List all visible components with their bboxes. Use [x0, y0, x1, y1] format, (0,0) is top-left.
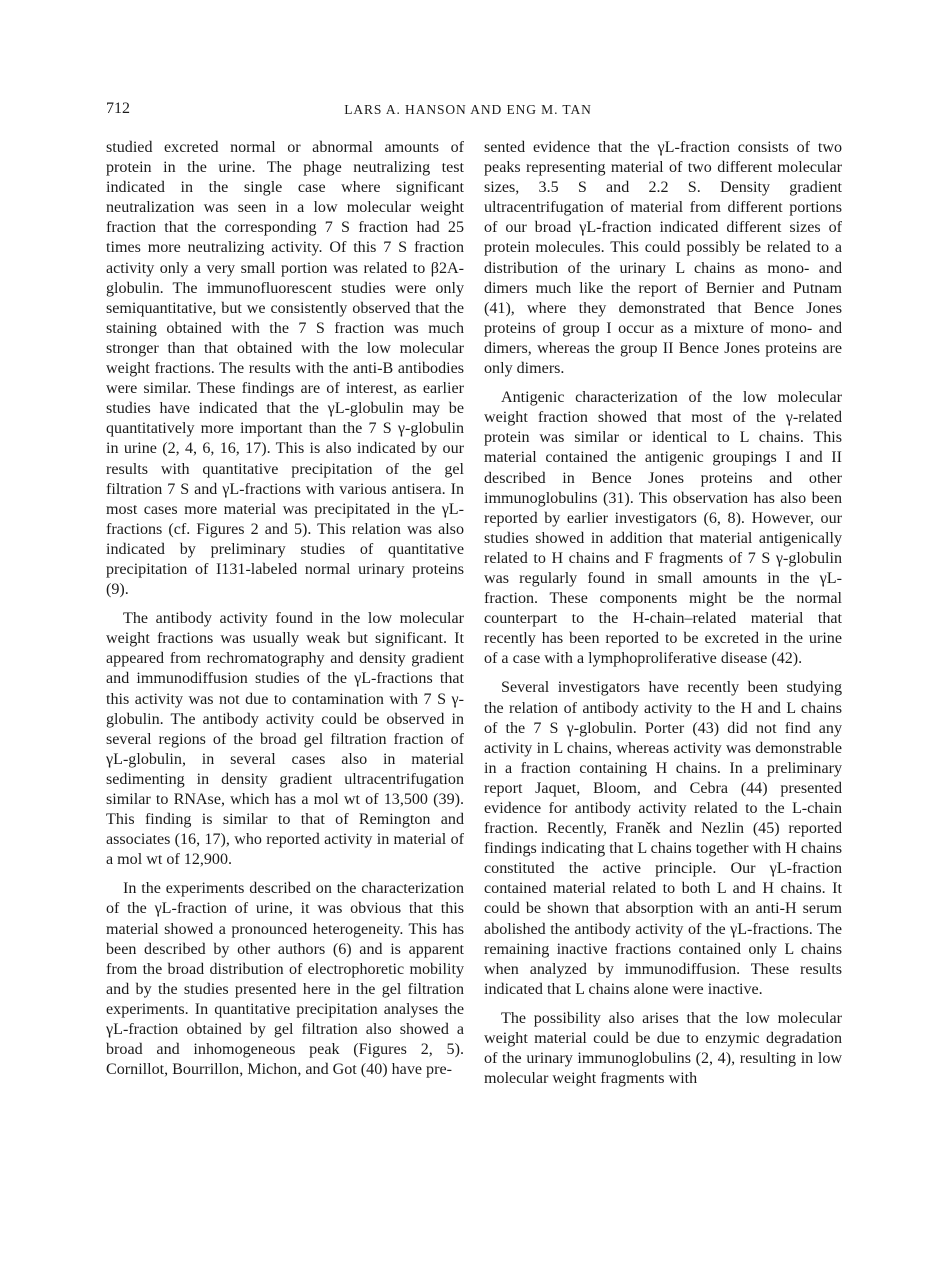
- running-title: LARS A. HANSON AND ENG M. TAN: [344, 102, 592, 117]
- page-number: 712: [106, 100, 130, 117]
- left-paragraph-3: In the experiments described on the characterization of the γL-fraction of urine, it was obvious that this material showed a pronounced heterogeneity. This has been described by other authors (6) and is apparent from the broad distribution of electrophoretic mobility and by the studies presented here in the gel filtration experiments. In quantitative precipitation analyses the γL-fraction obtained by gel filtration also showed a broad and inhomogeneous peak (Figures 2, 5). Cornillot, Bourrillon, Michon, and Got (40) have pre-: [106, 880, 464, 1079]
- right-paragraph-2: Antigenic characterization of the low molecular weight fraction showed that most of the γ-related protein was similar or identical to L chains. This material contained the antigenic groupings I and II described in Bence Jones proteins and other immunoglobulins (31). This observation has also been reported by earlier investigators (6, 8). However, our studies showed in addition that material antigenically related to H chains and F fragments of 7 S γ-globulin was regularly found in small amounts in the γL-fraction. These components might be the normal counterpart to the H-chain–related material that recently has been reported to be excreted in the urine of a case with a lymphoproliferative disease (42).: [484, 389, 842, 668]
- right-paragraph-1: sented evidence that the γL-fraction consists of two peaks representing material of two different molecular sizes, 3.5 S and 2.2 S. Density gradient ultracentrifugation of material from different portions of our broad γL-fraction indicated different sizes of protein molecules. This could possibly be related to a distribution of the urinary L chains as mono- and dimers much like the report of Bernier and Putnam (41), where they demonstrated that Bence Jones proteins of group I occur as a mixture of mono- and dimers, whereas the group II Bence Jones proteins are only dimers.: [484, 139, 842, 378]
- right-paragraph-3: Several investigators have recently been studying the relation of antibody activity to the H and L chains of the 7 S γ-globulin. Porter (43) did not find any activity in L chains, whereas activity was demonstrable in a fraction containing H chains. In a preliminary report Jaquet, Bloom, and Cebra (44) presented evidence for antibody activity related to the L-chain fraction. Recently, Franěk and Nezlin (45) reported findings indicating that L chains together with H chains constituted the active principle. Our γL-fraction contained material related to both L and H chains. It could be shown that absorption with an anti-H serum abolished the antibody activity of the γL-fractions. The remaining inactive fractions contained only L chains when analyzed by immunodiffusion. These results indicated that L chains alone were inactive.: [484, 679, 842, 998]
- left-column: [106, 138, 464, 1080]
- left-paragraph-2: The antibody activity found in the low molecular weight fractions was usually weak but significant. It appeared from rechromatography and density gradient and immunodiffusion studies of the γL-fractions that this activity was not due to contamination with 7 S γ-globulin. The antibody activity could be observed in several regions of the broad gel filtration fraction of γL-globulin, in several cases also in material sedimenting in density gradient ultracentrifugation similar to RNAse, which has a mol wt of 13,500 (39). This finding is similar to that of Remington and associates (16, 17), who reported activity in material of a mol wt of 12,900.: [106, 610, 464, 869]
- left-paragraph-1: studied excreted normal or abnormal amounts of protein in the urine. The phage neutralizing test indicated in the single case where significant neutralization was seen in a low molecular weight fraction that the corresponding 7 S fraction had 25 times more neutralizing activity. Of this 7 S fraction activity only a very small portion was related to β2A-globulin. The immunofluorescent studies were only semiquantitative, but we consistently observed that the staining obtained with the 7 S fraction was much stronger than that obtained with the low molecular weight fractions. The results with the anti-B antibodies were similar. These findings are of interest, as earlier studies have indicated that the γL-globulin may be quantitatively more important than the 7 S γ-globulin in urine (2, 4, 6, 16, 17). This is also indicated by our results with quantitative precipitation of the gel filtration 7 S and γL-fractions with various antisera. In most cases more material was precipitated in the γL-fractions (cf. Figures 2 and 5). This relation was also indicated by preliminary studies of quantitative precipitation of I131-labeled normal urinary proteins (9).: [106, 139, 464, 599]
- right-column: [484, 138, 842, 1089]
- right-paragraph-4: The possibility also arises that the low molecular weight material could be due to enzymic degradation of the urinary immunoglobulins (2, 4), resulting in low molecular weight fragments with: [484, 1009, 842, 1088]
